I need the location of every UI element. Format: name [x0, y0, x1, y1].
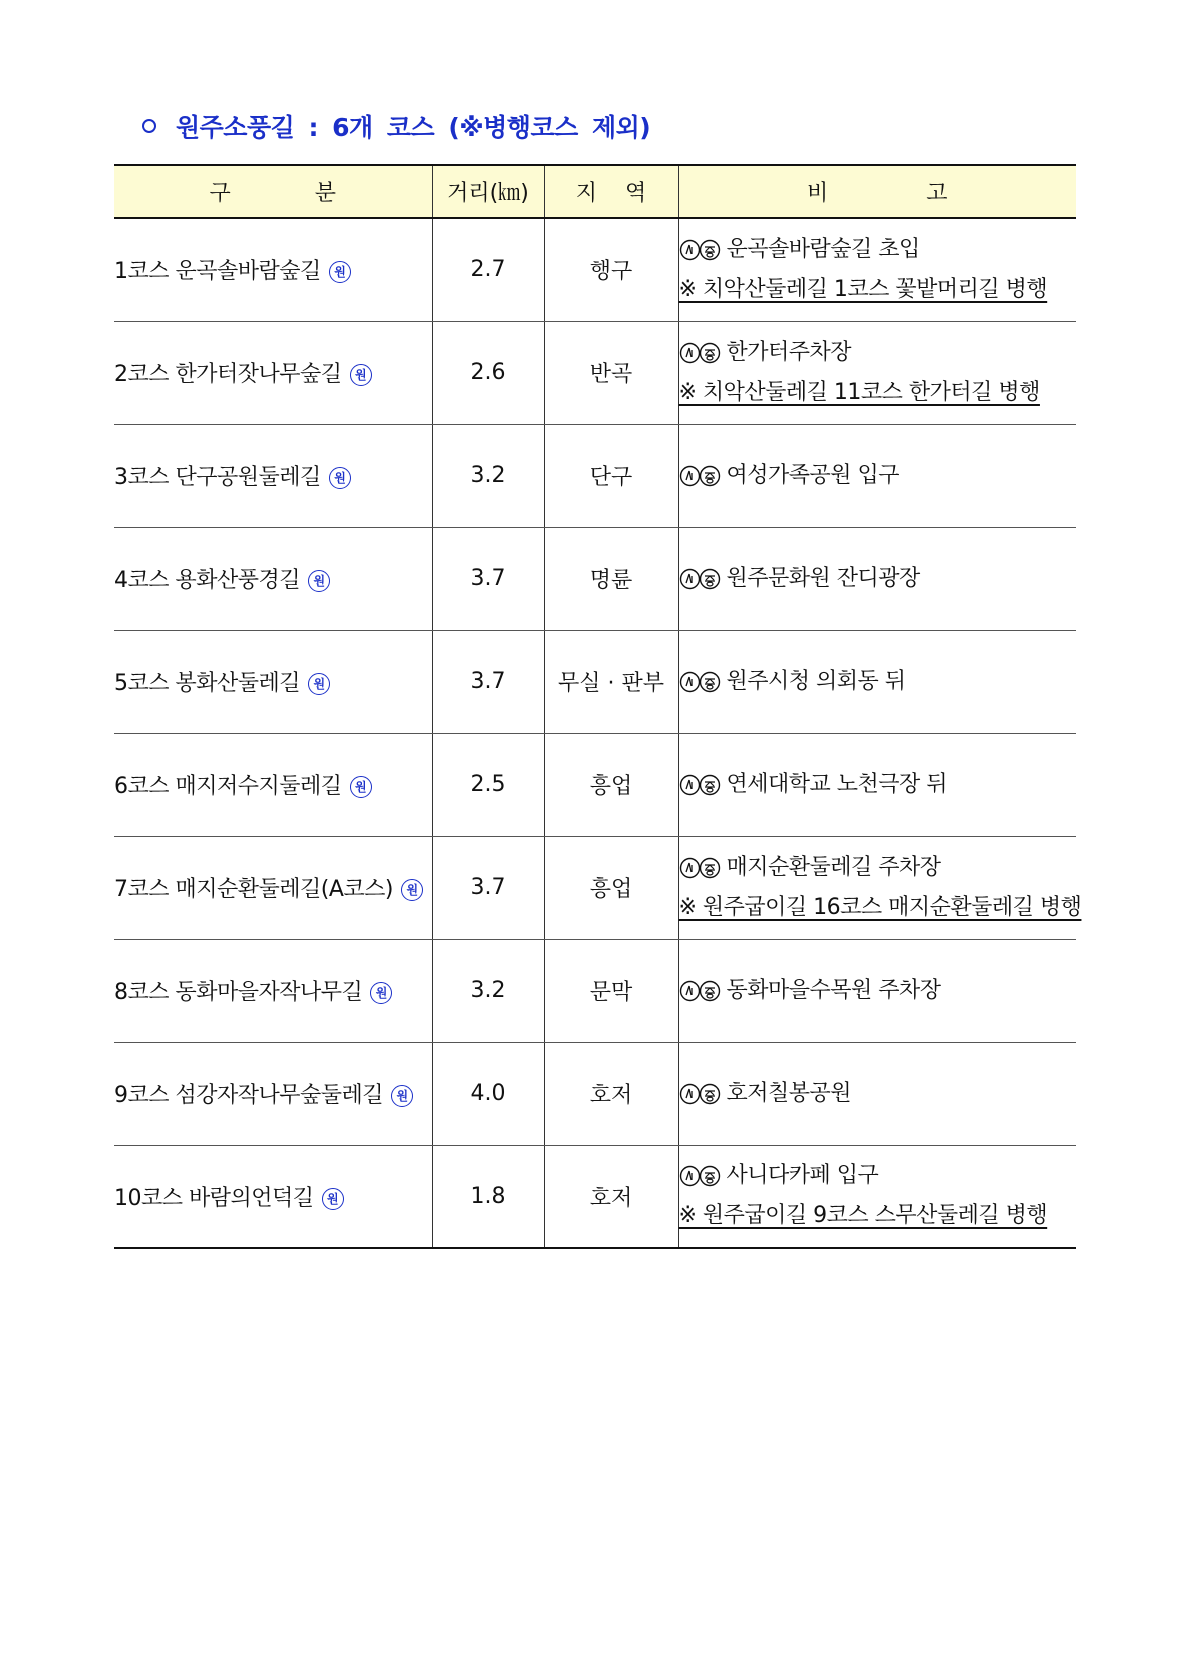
course-distance: 4.0	[432, 1042, 544, 1145]
header-region: 지 역	[544, 165, 678, 218]
start-end-line	[679, 971, 1077, 1011]
course-distance: 3.2	[432, 939, 544, 1042]
course-name-cell	[114, 321, 432, 424]
course-name: 3코스 단구공원둘레길	[114, 465, 321, 490]
course-name: 8코스 동화마을자작나무길	[114, 980, 363, 1005]
wonju-circled-badge-icon: 원	[350, 776, 372, 798]
table-row	[114, 1042, 1076, 1145]
header-note: 비 고	[678, 165, 1076, 218]
course-name: 1코스 운곡솔바람숲길	[114, 259, 321, 285]
start-end-line	[679, 230, 1077, 270]
start-end-line	[679, 662, 1077, 702]
start-end-circled-icon	[679, 568, 721, 590]
wonju-circled-badge-icon: 원	[391, 1085, 413, 1107]
overlap-note: ※ 원주굽이길 16코스 매지순환둘레길 병행	[678, 894, 1082, 920]
course-distance: 2.6	[432, 321, 544, 424]
course-region: 호저	[544, 1145, 678, 1248]
course-name: 6코스 매지저수지둘레길	[114, 774, 342, 799]
start-end-circled-icon	[679, 342, 721, 364]
course-note-cell	[678, 1042, 1076, 1145]
wonju-circled-badge-icon: 원	[308, 673, 330, 695]
course-note-cell	[678, 733, 1076, 836]
course-distance: 2.7	[432, 218, 544, 321]
overlap-note: ※ 치악산둘레길 11코스 한가터길 병행	[678, 379, 1040, 405]
course-distance: 3.7	[432, 630, 544, 733]
course-note-cell	[678, 630, 1076, 733]
course-note-cell	[678, 218, 1076, 321]
circle-bullet-icon	[142, 119, 156, 133]
course-name: 7코스 매지순환둘레길(A코스)	[114, 877, 393, 902]
course-region: 문막	[544, 939, 678, 1042]
wonju-circled-badge-icon: 원	[329, 261, 351, 283]
course-name-cell	[114, 939, 432, 1042]
table-header-row	[114, 165, 1076, 218]
start-end-point: 원주문화원 잔디광장	[726, 565, 920, 591]
start-end-line	[679, 1074, 1077, 1114]
course-region: 흥업	[544, 836, 678, 939]
start-end-point: 한가터주차장	[726, 339, 852, 365]
course-region: 명륜	[544, 527, 678, 630]
start-end-circled-icon	[679, 671, 721, 693]
course-name: 10코스 바람의언덕길	[114, 1185, 314, 1211]
course-region: 흥업	[544, 733, 678, 836]
course-name-cell	[114, 527, 432, 630]
start-end-circled-icon	[679, 774, 721, 796]
start-end-circled-icon	[679, 465, 721, 487]
start-end-line	[679, 333, 1077, 373]
table-row	[114, 939, 1076, 1042]
start-end-point: 여성가족공원 입구	[726, 462, 900, 488]
start-end-point: 운곡솔바람숲길 초입	[726, 236, 920, 262]
course-distance: 3.7	[432, 527, 544, 630]
course-distance: 1.8	[432, 1145, 544, 1248]
start-end-point: 호저칠봉공원	[726, 1080, 852, 1106]
wonju-circled-badge-icon: 원	[370, 982, 392, 1004]
course-name-cell	[114, 424, 432, 527]
table-row	[114, 321, 1076, 424]
course-name-cell	[114, 733, 432, 836]
start-end-circled-icon	[679, 239, 721, 261]
start-end-point: 동화마을수목원 주차장	[726, 977, 941, 1003]
start-end-point: 원주시청 의회동 뒤	[726, 668, 906, 694]
course-region: 반곡	[544, 321, 678, 424]
course-name-cell	[114, 836, 432, 939]
start-end-line	[679, 848, 1077, 888]
course-name: 4코스 용화산풍경길	[114, 568, 301, 593]
wonju-circled-badge-icon: 원	[401, 879, 423, 901]
start-end-circled-icon	[679, 980, 721, 1002]
start-end-point: 연세대학교 노천극장 뒤	[726, 771, 948, 797]
course-region: 단구	[544, 424, 678, 527]
start-end-line	[679, 1156, 1077, 1196]
section-title: 원주소풍길 : 6개 코스 (※병행코스 제외)	[176, 113, 651, 142]
course-name: 2코스 한가터잣나무숲길	[114, 362, 342, 387]
section-heading	[142, 104, 650, 148]
start-end-line	[679, 456, 1077, 496]
table-row	[114, 630, 1076, 733]
table-body	[114, 218, 1082, 1248]
start-end-point: 매지순환둘레길 주차장	[726, 854, 941, 880]
course-region: 무실 · 판부	[544, 630, 678, 733]
course-note-cell	[678, 1145, 1076, 1248]
table-row	[114, 527, 1076, 630]
course-note-cell	[678, 836, 1082, 939]
table-row	[114, 218, 1076, 321]
table-row	[114, 424, 1076, 527]
wonju-circled-badge-icon: 원	[322, 1188, 344, 1210]
course-distance: 3.2	[432, 424, 544, 527]
wonju-circled-badge-icon: 원	[350, 364, 372, 386]
start-end-circled-icon	[679, 1083, 721, 1105]
start-end-line	[679, 765, 1077, 805]
table-row	[114, 1145, 1076, 1248]
wonju-circled-badge-icon: 원	[308, 570, 330, 592]
course-table	[114, 164, 1082, 1249]
course-name-cell	[114, 1042, 432, 1145]
course-region: 행구	[544, 218, 678, 321]
course-region: 호저	[544, 1042, 678, 1145]
overlap-note: ※ 치악산둘레길 1코스 꽃밭머리길 병행	[678, 276, 1048, 302]
course-distance: 2.5	[432, 733, 544, 836]
course-name-cell	[114, 218, 432, 321]
course-note-cell	[678, 424, 1076, 527]
course-name-cell	[114, 630, 432, 733]
table-row	[114, 733, 1076, 836]
course-note-cell	[678, 939, 1076, 1042]
start-end-point: 사니다카페 입구	[726, 1163, 879, 1189]
start-end-line	[679, 559, 1077, 599]
course-distance: 3.7	[432, 836, 544, 939]
course-note-cell	[678, 321, 1076, 424]
overlap-note: ※ 원주굽이길 9코스 스무산둘레길 병행	[678, 1203, 1048, 1229]
header-distance: 거리(㎞)	[432, 165, 544, 218]
header-course: 구 분	[114, 165, 432, 218]
course-name: 5코스 봉화산둘레길	[114, 671, 301, 696]
course-note-cell	[678, 527, 1076, 630]
start-end-circled-icon	[679, 1165, 721, 1187]
course-name-cell	[114, 1145, 432, 1248]
wonju-circled-badge-icon: 원	[329, 467, 351, 489]
start-end-circled-icon	[679, 857, 721, 879]
table-row	[114, 836, 1076, 939]
course-name: 9코스 섬강자작나무숲둘레길	[114, 1083, 384, 1108]
